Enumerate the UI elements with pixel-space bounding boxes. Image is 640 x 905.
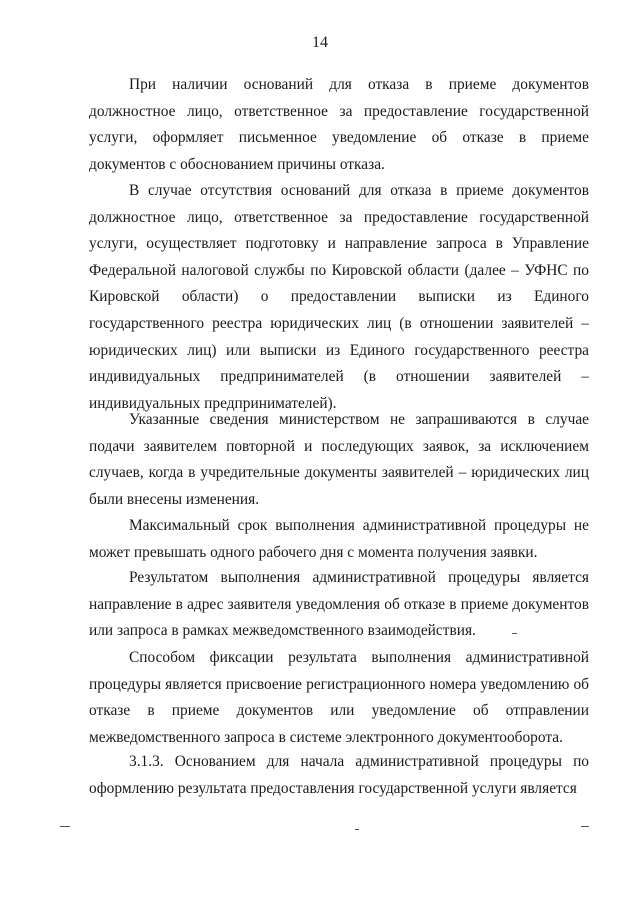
scan-artifact-mark — [60, 826, 70, 827]
paragraph-text: 3.1.3. Основанием для начала административной процедуры по оформлению результата предоставления государственной услуги является — [89, 753, 589, 797]
paragraph-text: Максимальный срок выполнения административной процедуры не может превышать одного рабочего дня с момента получения заявки. — [89, 517, 589, 561]
paragraph-refusal-notice — [89, 72, 589, 178]
paragraph-max-duration — [89, 513, 589, 566]
scan-artifact-mark — [355, 829, 359, 830]
paragraph-text: Указанные сведения министерством не запрашиваются в случае подачи заявителем повторной и последующих заявок, за исключением случаев, когда в учредительные документы заявителей – юридических лиц были внесены изменения. — [89, 411, 589, 508]
scan-artifact-mark — [512, 633, 517, 634]
paragraph-text: При наличии оснований для отказа в приеме документов должностное лицо, ответственное за предоставление государственной услуги, оформляет письменное уведомление об отказе в приеме документов с обоснованием причины отказа. — [89, 76, 589, 173]
paragraph-fns-request — [89, 178, 589, 417]
paragraph-recording-method — [89, 645, 589, 751]
page-number: 14 — [312, 34, 328, 51]
scan-artifact-mark — [581, 826, 589, 827]
paragraph-section-3-1-3 — [89, 749, 589, 802]
paragraph-repeat-applications — [89, 407, 589, 513]
paragraph-text: Способом фиксации результата выполнения административной процедуры является присвоение регистрационного номера уведомлению об отказе в приеме документов или уведомление об отправлении межведомственного запроса в системе электронного документооборота. — [89, 649, 589, 746]
paragraph-text: Результатом выполнения административной процедуры является направление в адрес заявителя уведомления об отказе в приеме документов или запроса в рамках межведомственного взаимодействия. — [89, 569, 589, 640]
paragraph-text: В случае отсутствия оснований для отказа в приеме документов должностное лицо, ответственное за предоставление государственной услуги, осуществляет подготовку и направление запроса в Управление Федеральной налоговой службы по Кировской области (далее – УФНС по Кировской области) о предоставлении выписки из Единого государственного реестра юридических лиц (в отношении заявителей – юридических лиц) или выписки из Единого государственного реестра индивидуальных предпринимателей (в отношении заявителей – индивидуальных предпринимателей). — [89, 182, 589, 412]
